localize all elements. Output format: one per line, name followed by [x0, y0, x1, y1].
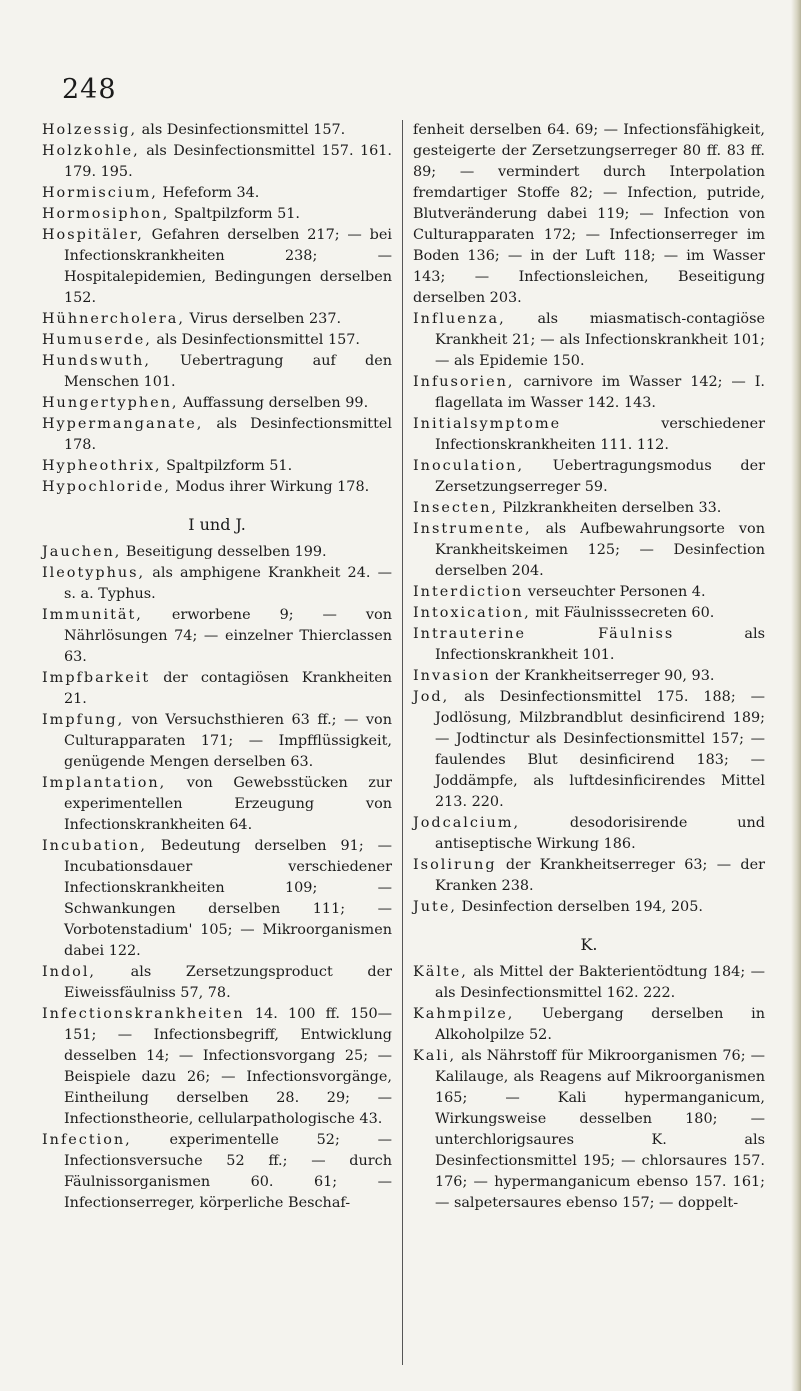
- entry-keyword: Hypheothrix,: [42, 458, 162, 474]
- entry-text: der Krankheitserreger 63; — der Kranken 238.: [435, 857, 765, 894]
- entry-keyword: Inoculation,: [413, 458, 525, 474]
- index-entry: [42, 414, 392, 456]
- entry-keyword: Impfbarkeit: [42, 670, 151, 686]
- index-entry: [42, 962, 392, 1004]
- entry-keyword: Infectionskrankheiten: [42, 1006, 245, 1022]
- entry-keyword: Intoxication,: [413, 605, 531, 621]
- entry-text: Pilzkrankheiten derselben 33.: [498, 500, 722, 516]
- entry-text: erworbene 9; — von Nährlösungen 74; — einzelner Thierclassen 63.: [64, 607, 392, 665]
- entry-keyword: Humuserde,: [42, 332, 152, 348]
- index-entry: [42, 563, 392, 605]
- index-entry: [413, 666, 765, 687]
- index-entry: [42, 120, 392, 141]
- entry-keyword: Implantation,: [42, 775, 167, 791]
- entry-text: Gefahren derselben 217; — bei Infectionskrankheiten 238; — Hospitalepidemien, Bedingungen derselben 152.: [64, 227, 392, 306]
- index-entry: [413, 309, 765, 372]
- entry-text: von Gewebsstücken zur experimentellen Erzeugung von Infectionskrankheiten 64.: [64, 775, 392, 833]
- index-entry: [413, 603, 765, 624]
- index-entry: [42, 477, 392, 498]
- index-entry: [413, 582, 765, 603]
- entry-keyword: Kahmpilze,: [413, 1006, 515, 1022]
- entry-text: als miasmatisch-contagiöse Krankheit 21; — als Infectionskrankheit 101; — als Epidemie 150.: [435, 311, 765, 369]
- entry-text: als Zersetzungsproduct der Eiweissfäulniss 57, 78.: [64, 964, 392, 1001]
- entry-text: als Desinfectionsmittel 175. 188; — Jodlösung, Milzbrandblut desinficirend 189; — Jodtinctur als Desinfectionsmittel 157; — faulendes Blut desinficirend 183; — Joddämpfe, als luftdesinficirendes Mittel 213. 220.: [435, 689, 765, 810]
- entry-text: mit Fäulnisssecreten 60.: [530, 605, 715, 621]
- entry-keyword: Jodcalcium,: [413, 815, 521, 831]
- index-entry: [42, 225, 392, 309]
- entry-keyword: Initialsymptome: [413, 416, 562, 432]
- section-heading: I und J.: [188, 515, 246, 534]
- column-rule: [402, 120, 403, 1365]
- index-entry: [42, 183, 392, 204]
- entry-text: Desinfection derselben 194, 205.: [456, 899, 703, 915]
- index-entry: [413, 1004, 765, 1046]
- entry-keyword: Hühnercholera,: [42, 311, 185, 327]
- entry-keyword: Jute,: [413, 899, 457, 915]
- entry-text: als Desinfectionsmittel 157. 161. 179. 195.: [64, 143, 392, 180]
- index-entry: [42, 542, 392, 563]
- index-entry: [42, 668, 392, 710]
- index-entry: [42, 605, 392, 668]
- entry-keyword: Incubation,: [42, 838, 147, 854]
- entry-keyword: Infusorien,: [413, 374, 515, 390]
- page-edge-shadow: [791, 0, 801, 1391]
- entry-keyword: Jod,: [413, 689, 450, 705]
- index-entry: [42, 836, 392, 962]
- entry-text: der Krankheitserreger 90, 93.: [490, 668, 715, 684]
- entry-keyword: Hormiscium,: [42, 185, 158, 201]
- entry-text: Auffassung derselben 99.: [178, 395, 369, 411]
- index-entry: [42, 351, 392, 393]
- entry-text: als Infectionskrankheit 101.: [435, 626, 765, 663]
- index-entry: [413, 456, 765, 498]
- entry-keyword: Holzkohle,: [42, 143, 140, 159]
- index-entry: [413, 1046, 765, 1214]
- index-entry: [413, 897, 765, 918]
- index-entry: [413, 813, 765, 855]
- entry-text: carnivore im Wasser 142; — I. flagellata im Wasser 142. 143.: [435, 374, 765, 411]
- index-entry: [42, 1130, 392, 1214]
- entry-keyword: Hospitäler,: [42, 227, 144, 243]
- entry-keyword: Isolirung: [413, 857, 497, 873]
- entry-text: desodorisirende und antiseptische Wirkung 186.: [435, 815, 765, 852]
- entry-text: Beseitigung desselben 199.: [121, 544, 327, 560]
- index-entry: [42, 309, 392, 330]
- index-entry: [413, 687, 765, 813]
- entry-text: verschiedener Infectionskrankheiten 111. 112.: [435, 416, 765, 453]
- index-entry: [413, 372, 765, 414]
- entry-text: als Desinfectionsmittel 157.: [137, 122, 346, 138]
- entry-text: als Desinfectionsmittel 157.: [151, 332, 361, 348]
- index-entry: [413, 519, 765, 582]
- entry-text: experimentelle 52; — Infectionsversuche 52 ff.; — durch Fäulnissorganismen 60. 61; — Infectionserreger, körperliche Beschaf-: [64, 1132, 392, 1211]
- entry-text: Uebertragung auf den Menschen 101.: [64, 353, 392, 390]
- entry-keyword: Influenza,: [413, 311, 506, 327]
- index-entry: [42, 710, 392, 773]
- entry-text: von Versuchsthieren 63 ff.; — von Culturapparaten 171; — Impfflüssigkeit, genügende Mengen derselben 63.: [64, 712, 392, 770]
- page-number: 248: [62, 74, 117, 105]
- entry-keyword: Kälte,: [413, 964, 468, 980]
- index-entry: [413, 855, 765, 897]
- index-entry: [42, 393, 392, 414]
- entry-keyword: Insecten,: [413, 500, 499, 516]
- entry-keyword: Interdiction: [413, 584, 524, 600]
- entry-keyword: Immunität,: [42, 607, 143, 623]
- entry-keyword: Kali,: [413, 1048, 457, 1064]
- entry-keyword: Indol,: [42, 964, 97, 980]
- entry-text: als amphigene Krankheit 24. — s. a. Typhus.: [64, 565, 392, 602]
- entry-keyword: Hundswuth,: [42, 353, 151, 369]
- entry-text: Modus ihrer Wirkung 178.: [170, 479, 370, 495]
- index-entry: [413, 624, 765, 666]
- entry-text: der contagiösen Krankheiten 21.: [64, 670, 392, 707]
- entry-text: als Aufbewahrungsorte von Krankheitskeimen 125; — Desinfection derselben 204.: [435, 521, 765, 579]
- index-entry: [42, 330, 392, 351]
- entry-keyword: Hypochloride,: [42, 479, 171, 495]
- entry-keyword: Hungertyphen,: [42, 395, 179, 411]
- index-entry: [413, 414, 765, 456]
- index-entry: [42, 773, 392, 836]
- entry-keyword: Instrumente,: [413, 521, 532, 537]
- entry-text: Spaltpilzform 51.: [161, 458, 293, 474]
- section-heading: K.: [580, 935, 598, 954]
- entry-text: 14. 100 ff. 150—151; — Infectionsbegriff, Entwicklung desselben 14; — Infectionsvorgang 25; — Beispiele dazu 26; — Infectionsvorgänge, Eintheilung derselben 28. 29; — Infectionstheorie, cellularpathologische 43.: [64, 1006, 392, 1127]
- entry-text: als Desinfectionsmittel 178.: [64, 416, 392, 453]
- entry-keyword: Ileotyphus,: [42, 565, 146, 581]
- entry-keyword: Infection,: [42, 1132, 132, 1148]
- entry-keyword: Hypermanganate,: [42, 416, 204, 432]
- index-entry: [42, 456, 392, 477]
- entry-text: Virus derselben 237.: [184, 311, 342, 327]
- index-entry: [42, 204, 392, 225]
- index-entry: [42, 141, 392, 183]
- entry-keyword: Invasion: [413, 668, 491, 684]
- entry-text: Uebergang derselben in Alkoholpilze 52.: [435, 1006, 765, 1043]
- entry-text: Hefeform 34.: [157, 185, 260, 201]
- index-entry: [413, 498, 765, 519]
- entry-text: als Mittel der Bakterientödtung 184; — als Desinfectionsmittel 162. 222.: [435, 964, 765, 1001]
- left-column: [42, 120, 392, 1214]
- entry-text: verseuchter Personen 4.: [523, 584, 706, 600]
- entry-keyword: Holzessig,: [42, 122, 138, 138]
- entry-text: Uebertragungsmodus der Zersetzungserreger 59.: [435, 458, 765, 495]
- entry-text: Bedeutung derselben 91; — Incubationsdauer verschiedener Infectionskrankheiten 109; — Schwankungen derselben 111; — Vorbotenstadium' 105; — Mikroorganismen dabei 122.: [64, 838, 392, 959]
- index-entry: [413, 120, 765, 309]
- entry-keyword: Impfung,: [42, 712, 125, 728]
- entry-text: als Nährstoff für Mikroorganismen 76; — Kalilauge, als Reagens auf Mikroorganismen 165; — Kali hypermanganicum, Wirkungsweise desselben 180; — unterchlorigsaures K. als Desinfectionsmittel 195; — chlorsaures 157. 176; — hypermanganicum ebenso 157. 161; — salpetersaures ebenso 157; — doppelt-: [435, 1048, 765, 1211]
- entry-keyword: Hormosiphon,: [42, 206, 170, 222]
- right-column: [413, 120, 765, 1214]
- entry-keyword: Intrauterine Fäulniss: [413, 626, 675, 642]
- entry-keyword: Jauchen,: [42, 544, 122, 560]
- entry-text: Spaltpilzform 51.: [169, 206, 300, 222]
- index-entry: [413, 962, 765, 1004]
- index-entry: [42, 1004, 392, 1130]
- entry-text: fenheit derselben 64. 69; — Infectionsfähigkeit, gesteigerte der Zersetzungserreger 80 ff. 83 ff. 89; — vermindert durch Interpolation fremdartiger Stoffe 82; — Infection, putride, Blutveränderung dabei 119; — Infection von Culturapparaten 172; — Infectionserreger im Boden 136; — in der Luft 118; — im Wasser 143; — Infectionsleichen, Beseitigung derselben 203.: [413, 122, 765, 306]
